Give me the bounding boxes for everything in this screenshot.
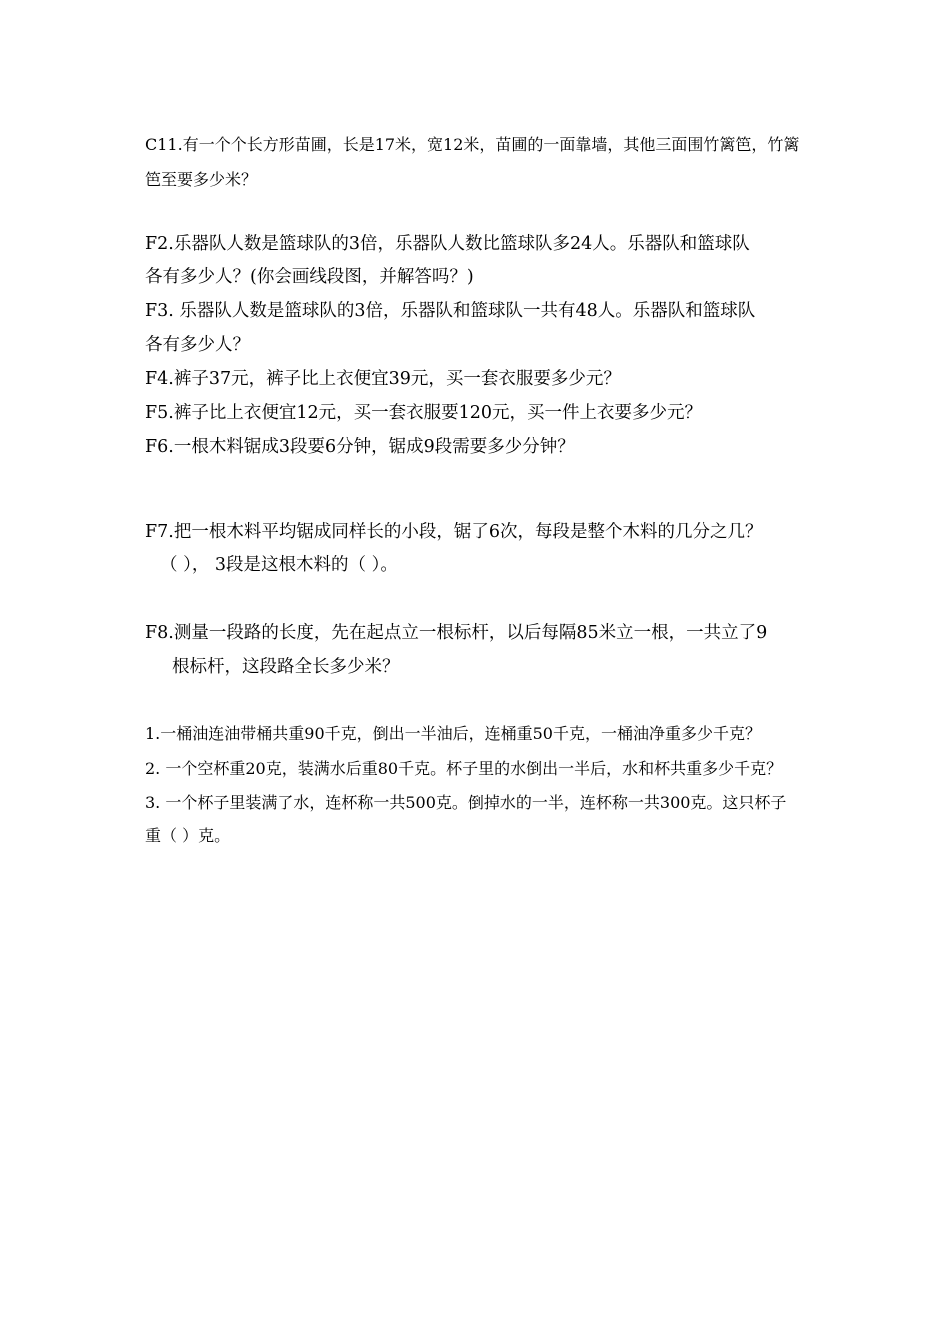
problem-f8-line2: 根标杆，这段路全长多少米？: [172, 657, 400, 677]
problem-f8-line1: F8.测量一段路的长度，先在起点立一根标杆，以后每隔85米立一根，一共立了9: [145, 623, 768, 643]
problem-f5-line1: F5.裤子比上衣便宜12元，买一套衣服要120元，买一件上衣要多少元？: [145, 403, 703, 423]
problem-f7-line1: F7.把一根木料平均锯成同样长的小段，锯了6次，每段是整个木料的几分之几？: [145, 522, 763, 542]
problem-f2-line2: 各有多少人？(你会画线段图，并解答吗？): [145, 267, 474, 287]
problem-f6-line1: F6.一根木料锯成3段要6分钟，锯成9段需要多少分钟？: [145, 437, 575, 457]
problem-f2-line1: F2.乐器队人数是篮球队的3倍，乐器队人数比篮球队多24人。乐器队和篮球队: [145, 234, 750, 254]
problem-3-line1: 3. 一个杯子里装满了水，连杯称一共500克。倒掉水的一半，连杯称一共300克。这只杯子: [145, 793, 787, 812]
problem-3-line2: 重（ ）克。: [145, 826, 231, 845]
problem-c11-line1: C11.有一个个长方形苗圃，长是17米，宽12米，苗圃的一面靠墙，其他三面围竹篱笆，竹篱: [145, 135, 800, 154]
problem-f4-line1: F4.裤子37元，裤子比上衣便宜39元，买一套衣服要多少元？: [145, 369, 621, 389]
problem-f3-line1: F3. 乐器队人数是篮球队的3倍，乐器队和篮球队一共有48人。乐器队和篮球队: [145, 301, 756, 321]
problem-1-line1: 1.一桶油连油带桶共重90千克，倒出一半油后，连桶重50千克，一桶油净重多少千克？: [145, 724, 761, 743]
problem-f3-line2: 各有多少人？: [145, 335, 250, 355]
problem-2-line1: 2. 一个空杯重20克，装满水后重80千克。杯子里的水倒出一半后，水和杯共重多少千克？: [145, 759, 783, 778]
problem-c11-line2: 笆至要多少米？: [145, 170, 258, 189]
problem-f7-line2: （ ）， 3段是这根木料的（ ）。: [160, 555, 398, 575]
